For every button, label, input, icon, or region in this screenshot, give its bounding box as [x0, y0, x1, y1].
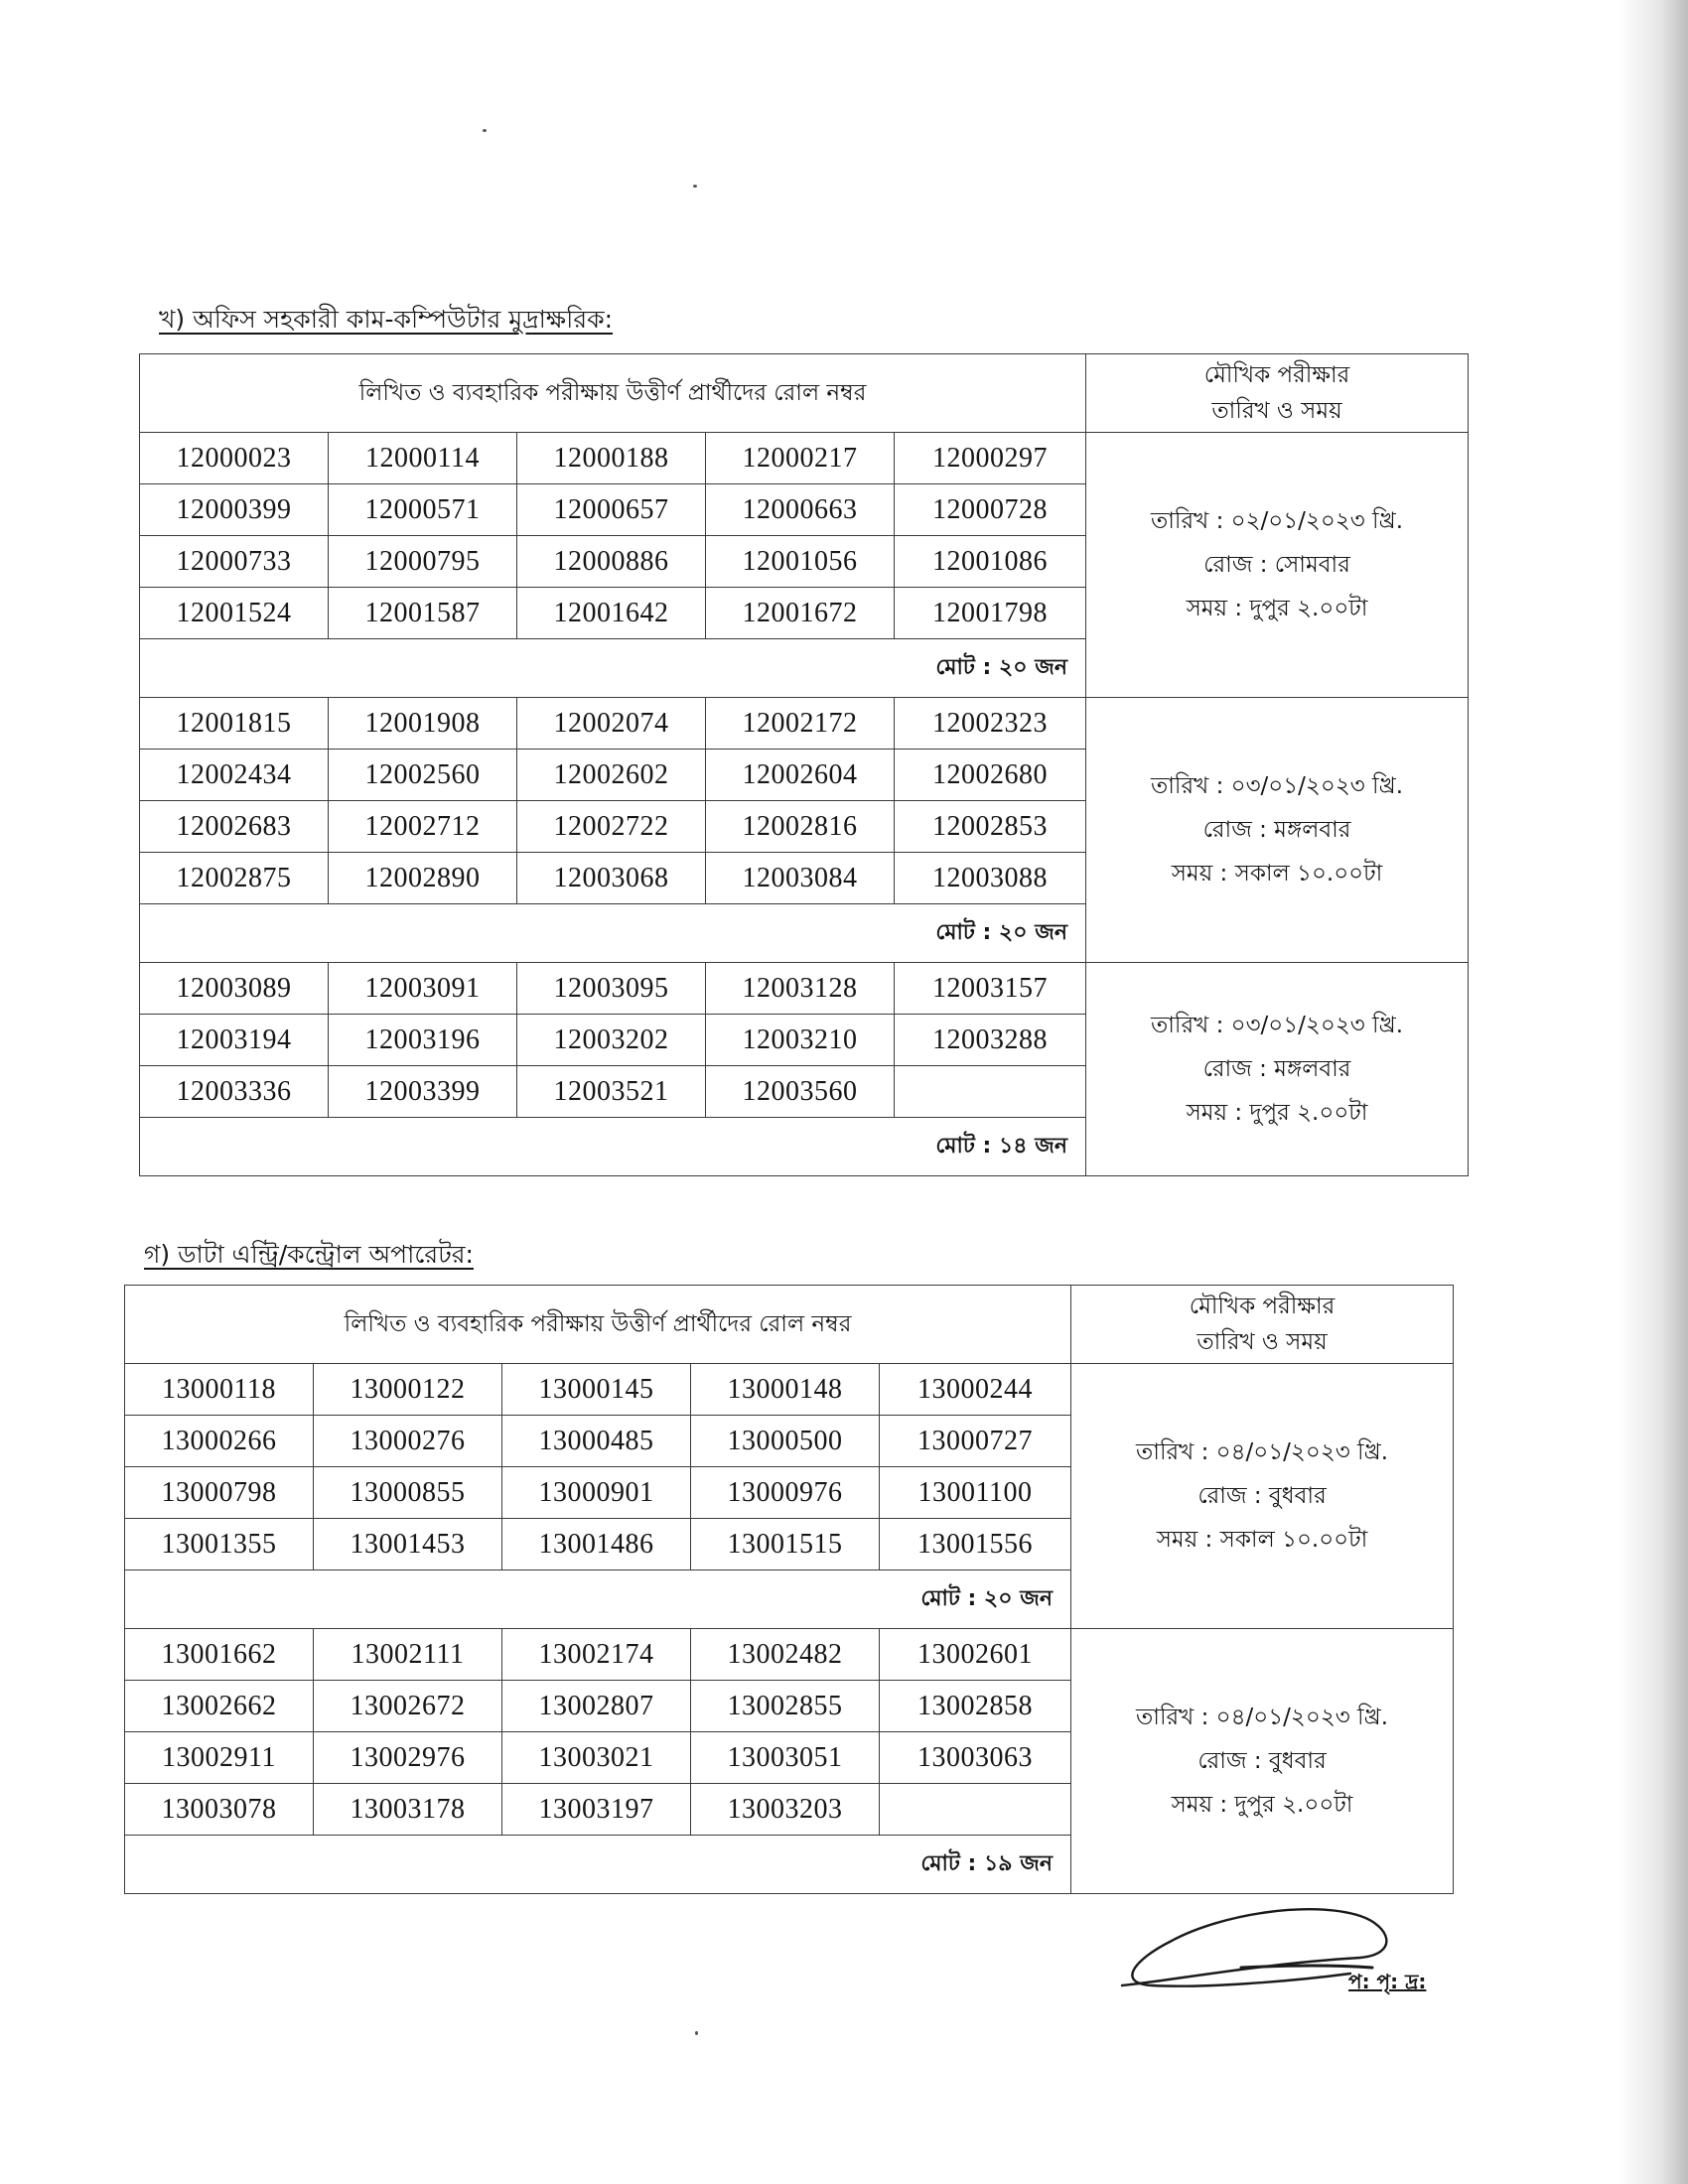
roll-number: 13003078	[125, 1784, 314, 1836]
viva-day: রোজ : সোমবার	[1203, 552, 1350, 578]
roll-number: 12003128	[706, 963, 895, 1015]
roll-number: 12002683	[140, 801, 329, 853]
scan-speck	[693, 185, 697, 188]
roll-number: 12001524	[140, 588, 329, 639]
roll-number: 13002662	[125, 1681, 314, 1732]
viva-date: তারিখ : ০৩/০১/২০২৩ খ্রি.	[1151, 1013, 1404, 1038]
roll-number: 12002560	[329, 750, 517, 801]
viva-time: সময় : দুপুর ২.০০টা	[1186, 596, 1368, 621]
roll-number: 12003194	[140, 1015, 329, 1066]
roll-number: 13002672	[314, 1681, 502, 1732]
roll-number: 12003560	[706, 1066, 895, 1118]
scan-edge-shadow	[1618, 0, 1688, 2184]
footer-note-continued: প: পৃ: দ্র:	[1348, 1970, 1427, 1993]
roll-numbers-header: লিখিত ও ব্যবহারিক পরীক্ষায় উত্তীর্ণ প্রার্থীদের রোল নম্বর	[140, 354, 1086, 433]
roll-number: 12001056	[706, 536, 895, 588]
group-total: মোট : ২০ জন	[140, 639, 1086, 698]
table-row	[125, 1629, 1454, 1681]
roll-number: 12000114	[329, 433, 517, 484]
roll-number: 12003068	[517, 853, 706, 904]
roll-number: 13003051	[691, 1732, 880, 1784]
roll-number: 13000485	[502, 1416, 691, 1467]
roll-number: 12000188	[517, 433, 706, 484]
roll-number: 12003336	[140, 1066, 329, 1118]
roll-number: 13001100	[880, 1467, 1071, 1519]
data-entry-roll-table	[124, 1285, 1454, 1894]
roll-number: 12003196	[329, 1015, 517, 1066]
group-total: মোট : ১৪ জন	[140, 1118, 1086, 1176]
roll-number: 13000727	[880, 1416, 1071, 1467]
roll-number: 12002602	[517, 750, 706, 801]
roll-number: 12003399	[329, 1066, 517, 1118]
roll-number: 13000976	[691, 1467, 880, 1519]
roll-number: 13003063	[880, 1732, 1071, 1784]
roll-numbers-header: লিখিত ও ব্যবহারিক পরীক্ষায় উত্তীর্ণ প্রার্থীদের রোল নম্বর	[125, 1286, 1071, 1364]
roll-number: 12003095	[517, 963, 706, 1015]
roll-number: 13000276	[314, 1416, 502, 1467]
roll-number: 12003084	[706, 853, 895, 904]
viva-day: রোজ : বুধবার	[1197, 1483, 1327, 1509]
roll-number: 13001453	[314, 1519, 502, 1570]
viva-day: রোজ : মঙ্গলবার	[1202, 817, 1351, 843]
viva-time: সময় : দুপুর ২.০০টা	[1171, 1792, 1353, 1818]
roll-number: 13001355	[125, 1519, 314, 1570]
roll-number: 13000145	[502, 1364, 691, 1416]
roll-number: 13001556	[880, 1519, 1071, 1570]
roll-number: 13002858	[880, 1681, 1071, 1732]
table-header-row	[140, 354, 1469, 433]
roll-number: 12001086	[895, 536, 1086, 588]
roll-number: 13002601	[880, 1629, 1071, 1681]
roll-number: 12002434	[140, 750, 329, 801]
roll-number: 12003088	[895, 853, 1086, 904]
roll-number: 12000217	[706, 433, 895, 484]
roll-number: 13003178	[314, 1784, 502, 1836]
roll-number: 12000733	[140, 536, 329, 588]
roll-number: 12002323	[895, 698, 1086, 750]
roll-number: 12003210	[706, 1015, 895, 1066]
table-row	[140, 963, 1469, 1015]
roll-number: 13001662	[125, 1629, 314, 1681]
section-heading-office-assistant: খ) অফিস সহকারী কাম-কম্পিউটার মুদ্রাক্ষরিক:	[159, 305, 614, 334]
roll-number: 12000663	[706, 484, 895, 536]
roll-number: 13002482	[691, 1629, 880, 1681]
viva-date: তারিখ : ০২/০১/২০২৩ খ্রি.	[1151, 508, 1404, 534]
viva-header-line2: তারিখ ও সময়	[1196, 1329, 1328, 1355]
roll-number: 13000500	[691, 1416, 880, 1467]
roll-number: 12002875	[140, 853, 329, 904]
viva-header-line2: তারিখ ও সময়	[1211, 398, 1342, 424]
roll-number: 13000122	[314, 1364, 502, 1416]
roll-number: 13000118	[125, 1364, 314, 1416]
roll-number: 12001587	[329, 588, 517, 639]
office-assistant-roll-table	[139, 353, 1469, 1176]
viva-schedule	[1086, 963, 1469, 1176]
roll-number: 12003288	[895, 1015, 1086, 1066]
roll-number: 12001908	[329, 698, 517, 750]
viva-time: সময় : দুপুর ২.০০টা	[1186, 1100, 1368, 1126]
roll-number: 13003197	[502, 1784, 691, 1836]
viva-schedule-header	[1071, 1286, 1454, 1364]
roll-number-empty	[895, 1066, 1086, 1118]
roll-number: 12000297	[895, 433, 1086, 484]
scan-speck	[483, 129, 487, 132]
roll-number: 12002074	[517, 698, 706, 750]
viva-schedule	[1086, 698, 1469, 963]
roll-number: 13000266	[125, 1416, 314, 1467]
roll-number: 12002712	[329, 801, 517, 853]
roll-number: 12002890	[329, 853, 517, 904]
viva-date: তারিখ : ০৩/০১/২০২৩ খ্রি.	[1151, 773, 1404, 799]
roll-number: 13002111	[314, 1629, 502, 1681]
roll-number: 12000571	[329, 484, 517, 536]
roll-number: 13000244	[880, 1364, 1071, 1416]
group-total: মোট : ১৯ জন	[125, 1836, 1071, 1894]
viva-schedule	[1071, 1364, 1454, 1629]
group-total: মোট : ২০ জন	[125, 1570, 1071, 1629]
roll-number: 13002976	[314, 1732, 502, 1784]
roll-number: 12000399	[140, 484, 329, 536]
roll-number: 12001672	[706, 588, 895, 639]
roll-number: 12001642	[517, 588, 706, 639]
roll-number: 13000148	[691, 1364, 880, 1416]
viva-schedule-header	[1086, 354, 1469, 433]
section-heading-data-entry-operator: গ) ডাটা এন্ট্রি/কন্ট্রোল অপারেটর:	[144, 1240, 474, 1269]
roll-number: 12002604	[706, 750, 895, 801]
roll-number: 12003157	[895, 963, 1086, 1015]
roll-number: 12000023	[140, 433, 329, 484]
roll-number: 13001515	[691, 1519, 880, 1570]
roll-number: 12001798	[895, 588, 1086, 639]
group-total: মোট : ২০ জন	[140, 904, 1086, 963]
viva-date: তারিখ : ০৪/০১/২০২৩ খ্রি.	[1136, 1705, 1389, 1730]
roll-number: 13003203	[691, 1784, 880, 1836]
roll-number-empty	[880, 1784, 1071, 1836]
roll-number: 13002807	[502, 1681, 691, 1732]
roll-number: 12002816	[706, 801, 895, 853]
roll-number: 12002680	[895, 750, 1086, 801]
scan-speck	[695, 2031, 698, 2035]
table-row	[140, 433, 1469, 484]
roll-number: 12000795	[329, 536, 517, 588]
table-row	[140, 698, 1469, 750]
roll-number: 12001815	[140, 698, 329, 750]
table-header-row	[125, 1286, 1454, 1364]
viva-schedule	[1086, 433, 1469, 698]
roll-number: 12000886	[517, 536, 706, 588]
viva-schedule	[1071, 1629, 1454, 1894]
roll-number: 13002855	[691, 1681, 880, 1732]
roll-number: 12002853	[895, 801, 1086, 853]
roll-number: 13001486	[502, 1519, 691, 1570]
viva-header-line1: মৌখিক পরীক্ষার	[1189, 1294, 1336, 1319]
roll-number: 13003021	[502, 1732, 691, 1784]
roll-number: 12003202	[517, 1015, 706, 1066]
roll-number: 13002174	[502, 1629, 691, 1681]
roll-number: 13002911	[125, 1732, 314, 1784]
roll-number: 12003089	[140, 963, 329, 1015]
viva-header-line1: মৌখিক পরীক্ষার	[1203, 362, 1350, 388]
roll-number: 13000798	[125, 1467, 314, 1519]
viva-time: সময় : সকাল ১০.০০টা	[1156, 1527, 1368, 1553]
roll-number: 12002172	[706, 698, 895, 750]
roll-number: 12002722	[517, 801, 706, 853]
roll-number: 12000657	[517, 484, 706, 536]
viva-day: রোজ : বুধবার	[1197, 1748, 1327, 1774]
table-row	[125, 1364, 1454, 1416]
viva-day: রোজ : মঙ্গলবার	[1202, 1056, 1351, 1082]
roll-number: 12003091	[329, 963, 517, 1015]
roll-number: 13000901	[502, 1467, 691, 1519]
roll-number: 12003521	[517, 1066, 706, 1118]
roll-number: 13000855	[314, 1467, 502, 1519]
viva-date: তারিখ : ০৪/০১/২০২৩ খ্রি.	[1136, 1439, 1389, 1465]
roll-number: 12000728	[895, 484, 1086, 536]
viva-time: সময় : সকাল ১০.০০টা	[1171, 861, 1383, 887]
